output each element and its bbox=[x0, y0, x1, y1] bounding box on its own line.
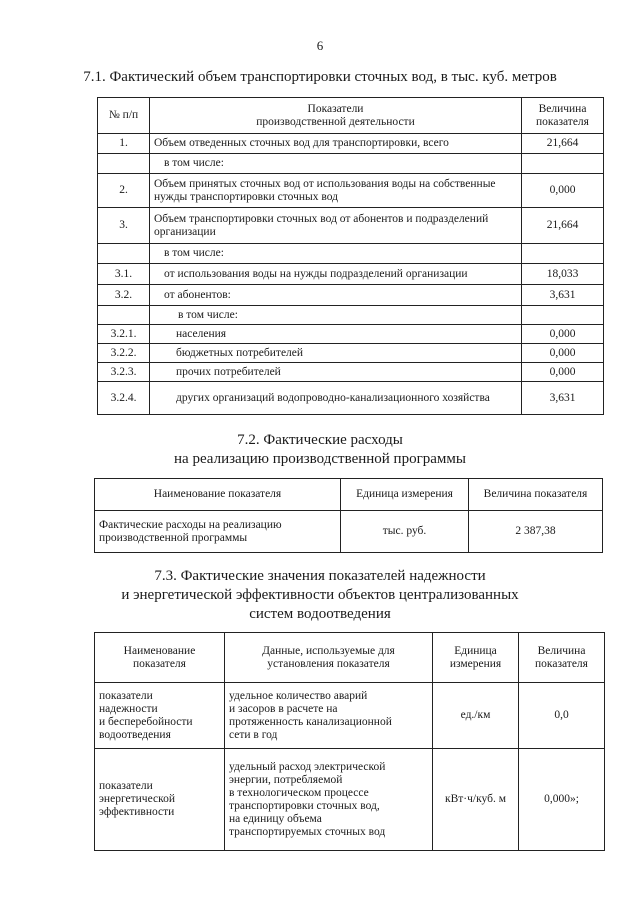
row-data-line: на единицу объема bbox=[229, 812, 322, 825]
table-row bbox=[98, 174, 604, 208]
reliability-efficiency-table bbox=[94, 632, 605, 851]
header-unit-line2: измерения bbox=[449, 657, 502, 670]
row-value bbox=[522, 154, 604, 174]
row-name bbox=[95, 749, 225, 851]
row-unit: ед./км bbox=[433, 683, 519, 749]
row-data-line: удельное количество аварий bbox=[229, 689, 368, 702]
row-name-line: энергетической bbox=[99, 793, 175, 805]
table-row bbox=[98, 264, 604, 285]
section3-title-line2: и энергетической эффективности объектов централизованных bbox=[121, 587, 519, 603]
table-row bbox=[98, 154, 604, 174]
header-data-line2: установления показателя bbox=[267, 657, 390, 670]
row-label: Объем транспортировки сточных вод от абонентов и подразделений организации bbox=[150, 208, 522, 244]
row-data-line: и засоров в расчете на bbox=[229, 702, 338, 715]
header-value bbox=[519, 633, 605, 683]
row-label: прочих потребителей bbox=[150, 363, 522, 382]
header-unit: Единица измерения bbox=[341, 479, 469, 511]
row-num: 3.2.1. bbox=[98, 325, 150, 344]
row-label: от использования воды на нужды подразделений организации bbox=[150, 264, 522, 285]
row-num: 3.1. bbox=[98, 264, 150, 285]
row-value: 0,000 bbox=[522, 325, 604, 344]
row-num: 3.2.4. bbox=[98, 382, 150, 415]
table-row bbox=[98, 382, 604, 415]
row-value: 0,000»; bbox=[519, 749, 605, 851]
table-row bbox=[95, 511, 603, 553]
row-label: в том числе: bbox=[150, 244, 522, 264]
row-value: 3,631 bbox=[522, 285, 604, 306]
row-label: от абонентов: bbox=[150, 285, 522, 306]
row-data-line: в технологическом процессе bbox=[229, 786, 369, 799]
header-indicator-line1: Показатели bbox=[307, 102, 364, 115]
row-name-line: эффективности bbox=[99, 806, 175, 818]
table-header-row bbox=[95, 633, 605, 683]
row-value: 0,0 bbox=[519, 683, 605, 749]
row-label: в том числе: bbox=[150, 154, 522, 174]
section2-title-line2: на реализацию производственной программы bbox=[174, 451, 466, 467]
section1-title: 7.1. Фактический объем транспортировки сточных вод, в тыс. куб. метров bbox=[83, 69, 557, 85]
header-name-line2: показателя bbox=[133, 657, 186, 670]
row-num bbox=[98, 244, 150, 264]
table-row bbox=[98, 134, 604, 154]
row-num: 3.2. bbox=[98, 285, 150, 306]
section2-title-line1: 7.2. Фактические расходы bbox=[237, 432, 403, 448]
row-num: 3.2.3. bbox=[98, 363, 150, 382]
row-label: других организаций водопроводно-канализационного хозяйства bbox=[150, 382, 522, 415]
row-data-line: энергии, потребляемой bbox=[229, 773, 343, 786]
header-indicator-line2: производственной деятельности bbox=[256, 115, 415, 128]
row-value: 3,631 bbox=[522, 382, 604, 415]
row-data bbox=[225, 683, 433, 749]
transport-volume-table bbox=[97, 97, 604, 415]
header-value bbox=[522, 98, 604, 134]
row-value: 0,000 bbox=[522, 174, 604, 208]
row-name-line: показатели bbox=[99, 689, 153, 702]
header-name bbox=[95, 633, 225, 683]
header-num: № п/п bbox=[98, 98, 150, 134]
row-name-line: водоотведения bbox=[99, 728, 171, 741]
expenses-table bbox=[94, 478, 603, 553]
header-name: Наименование показателя bbox=[95, 479, 341, 511]
row-data bbox=[225, 749, 433, 851]
table-row bbox=[98, 325, 604, 344]
row-value: 2 387,38 bbox=[469, 511, 603, 553]
table-row bbox=[95, 683, 605, 749]
row-label: в том числе: bbox=[150, 306, 522, 325]
row-num: 3. bbox=[98, 208, 150, 244]
header-value-line2: показателя bbox=[535, 657, 588, 670]
table-row bbox=[98, 208, 604, 244]
row-value bbox=[522, 244, 604, 264]
row-value: 21,664 bbox=[522, 134, 604, 154]
header-data-line1: Данные, используемые для bbox=[262, 644, 395, 657]
row-name-line: и бесперебойности bbox=[99, 715, 193, 728]
section3-title-line3: систем водоотведения bbox=[249, 606, 391, 622]
table-header-row bbox=[98, 98, 604, 134]
section3-title-line1: 7.3. Фактические значения показателей надежности bbox=[154, 568, 486, 584]
row-name-line: надежности bbox=[99, 702, 158, 715]
row-value: 0,000 bbox=[522, 344, 604, 363]
row-num bbox=[98, 306, 150, 325]
table-row bbox=[98, 285, 604, 306]
row-num: 2. bbox=[98, 174, 150, 208]
table-row bbox=[98, 244, 604, 264]
header-value-line1: Величина bbox=[537, 644, 586, 657]
row-name-line: показатели bbox=[99, 780, 153, 792]
row-label: Объем отведенных сточных вод для транспортировки, всего bbox=[150, 134, 522, 154]
table-header-row bbox=[95, 479, 603, 511]
row-unit: тыс. руб. bbox=[341, 511, 469, 553]
row-num: 1. bbox=[98, 134, 150, 154]
header-indicator bbox=[150, 98, 522, 134]
row-num bbox=[98, 154, 150, 174]
row-label: Объем принятых сточных вод от использования воды на собственные нужды транспортировки сточных вод bbox=[150, 174, 522, 208]
row-value bbox=[522, 306, 604, 325]
row-name: Фактические расходы на реализацию производственной программы bbox=[95, 511, 341, 553]
table-row bbox=[98, 344, 604, 363]
row-name bbox=[95, 683, 225, 749]
header-unit bbox=[433, 633, 519, 683]
table-row bbox=[95, 749, 605, 851]
row-num: 3.2.2. bbox=[98, 344, 150, 363]
row-data-line: транспортировки сточных вод, bbox=[229, 799, 380, 812]
header-value: Величина показателя bbox=[469, 479, 603, 511]
page-number: 6 bbox=[316, 38, 324, 53]
row-value: 0,000 bbox=[522, 363, 604, 382]
header-unit-line1: Единица bbox=[454, 644, 497, 657]
row-data-line: протяженность канализационной bbox=[229, 715, 392, 728]
table-row bbox=[98, 363, 604, 382]
header-name-line1: Наименование bbox=[123, 644, 196, 657]
row-label: бюджетных потребителей bbox=[150, 344, 522, 363]
row-value: 21,664 bbox=[522, 208, 604, 244]
row-value: 18,033 bbox=[522, 264, 604, 285]
table-row bbox=[98, 306, 604, 325]
row-unit: кВт·ч/куб. м bbox=[433, 749, 519, 851]
header-value-line1: Величина bbox=[538, 102, 587, 115]
header-data bbox=[225, 633, 433, 683]
row-data-line: удельный расход электрической bbox=[229, 760, 386, 773]
row-label: населения bbox=[150, 325, 522, 344]
row-data-line: транспортируемых сточных вод bbox=[229, 825, 386, 838]
row-data-line: сети в год bbox=[229, 728, 278, 741]
header-value-line2: показателя bbox=[536, 115, 589, 128]
